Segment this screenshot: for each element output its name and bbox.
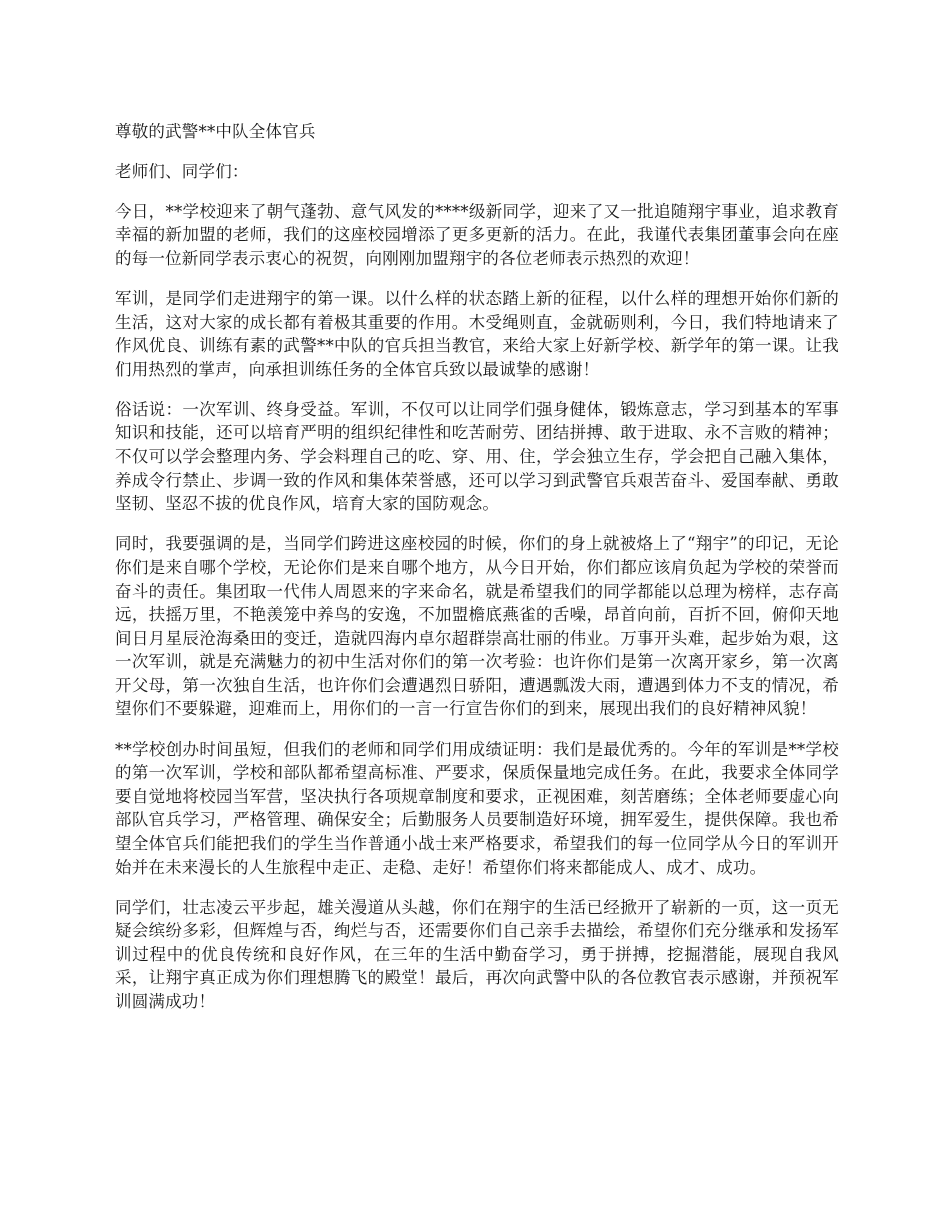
document-page: [115, 120, 839, 1030]
paragraph-military-training-first-lesson: 军训，是同学们走进翔宇的第一课。以什么样的状态踏上新的征程，以什么样的理想开始你们新的生活，这对大家的成长都有着极其重要的作用。木受绳则直，金就砺则利，今日，我们特地请来了作风优良、训练有素的武警**中队的官兵担当教官，来给大家上好新学校、新学年的第一课。让我们用热烈的掌声，向承担训练任务的全体官兵致以最诚挚的感谢！: [115, 288, 839, 379]
paragraph-training-benefits: 俗话说：一次军训、终身受益。军训，不仅可以让同学们强身健体，锻炼意志，学习到基本的军事知识和技能，还可以培育严明的组织纪律性和吃苦耐劳、团结拼搏、敢于进取、永不言败的精神；不仅可以学会整理内务、学会料理自己的吃、穿、用、住，学会独立生存，学会把自己融入集体，养成令行禁止、步调一致的作风和集体荣誉感，还可以学习到武警官兵艰苦奋斗、爱国奉献、勇敢坚韧、坚忍不拔的优良作风，培育大家的国防观念。: [115, 399, 839, 514]
paragraph-school-honor: 同时，我要强调的是，当同学们跨进这座校园的时候，你们的身上就被烙上了“翔宇”的印记，无论你们是来自哪个学校，无论你们是来自哪个地方，从今日开始，你们都应该肩负起为学校的荣誉而奋斗的责任。集团取一代伟人周恩来的字来命名，就是希望我们的同学都能以总理为榜样，志存高远，扶摇万里，不艳羡笼中养鸟的安逸，不加盟檐底燕雀的舌噪，昂首向前，百折不回，俯仰天地间日月星辰沧海桑田的变迁，造就四海内卓尔超群崇高壮丽的伟业。万事开头难，起步始为艰，这一次军训，就是充满魅力的初中生活对你们的第一次考验：也许你们是第一次离开家乡，第一次离开父母，第一次独自生活，也许你们会遭遇烈日骄阳，遭遇瓢泼大雨，遭遇到体力不支的情况，希望你们不要躲避，迎难而上，用你们的一言一行宣告你们的到来，展现出我们的良好精神风貌！: [115, 534, 839, 719]
salutation: 尊敬的武警**中队全体官兵: [115, 122, 316, 141]
greeting: 老师们、同学们：: [115, 161, 249, 181]
paragraph-welcome: 今日，**学校迎来了朝气蓬勃、意气风发的****级新同学，迎来了又一批追随翔宇事业，追求教育幸福的新加盟的老师，我们的这座校园增添了更多更新的活力。在此，我谨代表集团董事会向在座的每一位新同学表示衷心的祝贺，向刚刚加盟翔宇的各位老师表示热烈的欢迎！: [115, 201, 839, 268]
paragraph-requirements: **学校创办时间虽短，但我们的老师和同学们用成绩证明：我们是最优秀的。今年的军训是**学校的第一次军训，学校和部队都希望高标准、严要求，保质保量地完成任务。在此，我要求全体同学要自觉地将校园当军营，坚决执行各项规章制度和要求，正视困难，刻苦磨练；全体老师要虚心向部队官兵学习，严格管理、确保安全；后勤服务人员要制造好环境，拥军爱生，提供保障。我也希望全体官兵们能把我们的学生当作普通小战士来严格要求，希望我们的每一位同学从今日的军训开始并在未来漫长的人生旅程中走正、走稳、走好！希望你们将来都能成人、成才、成功。: [115, 739, 839, 877]
paragraph-closing: 同学们，壮志凌云平步起，雄关漫道从头越，你们在翔宇的生活已经掀开了崭新的一页，这一页无疑会缤纷多彩，但辉煌与否，绚烂与否，还需要你们自己亲手去描绘，希望你们充分继承和发扬军训过程中的优良传统和良好作风，在三年的生活中勤奋学习，勇于拼搏，挖掘潜能，展现自我风采，让翔宇真正成为你们理想腾飞的殿堂！最后，再次向武警中队的各位教官表示感谢，并预祝军训圆满成功！: [115, 897, 839, 1011]
